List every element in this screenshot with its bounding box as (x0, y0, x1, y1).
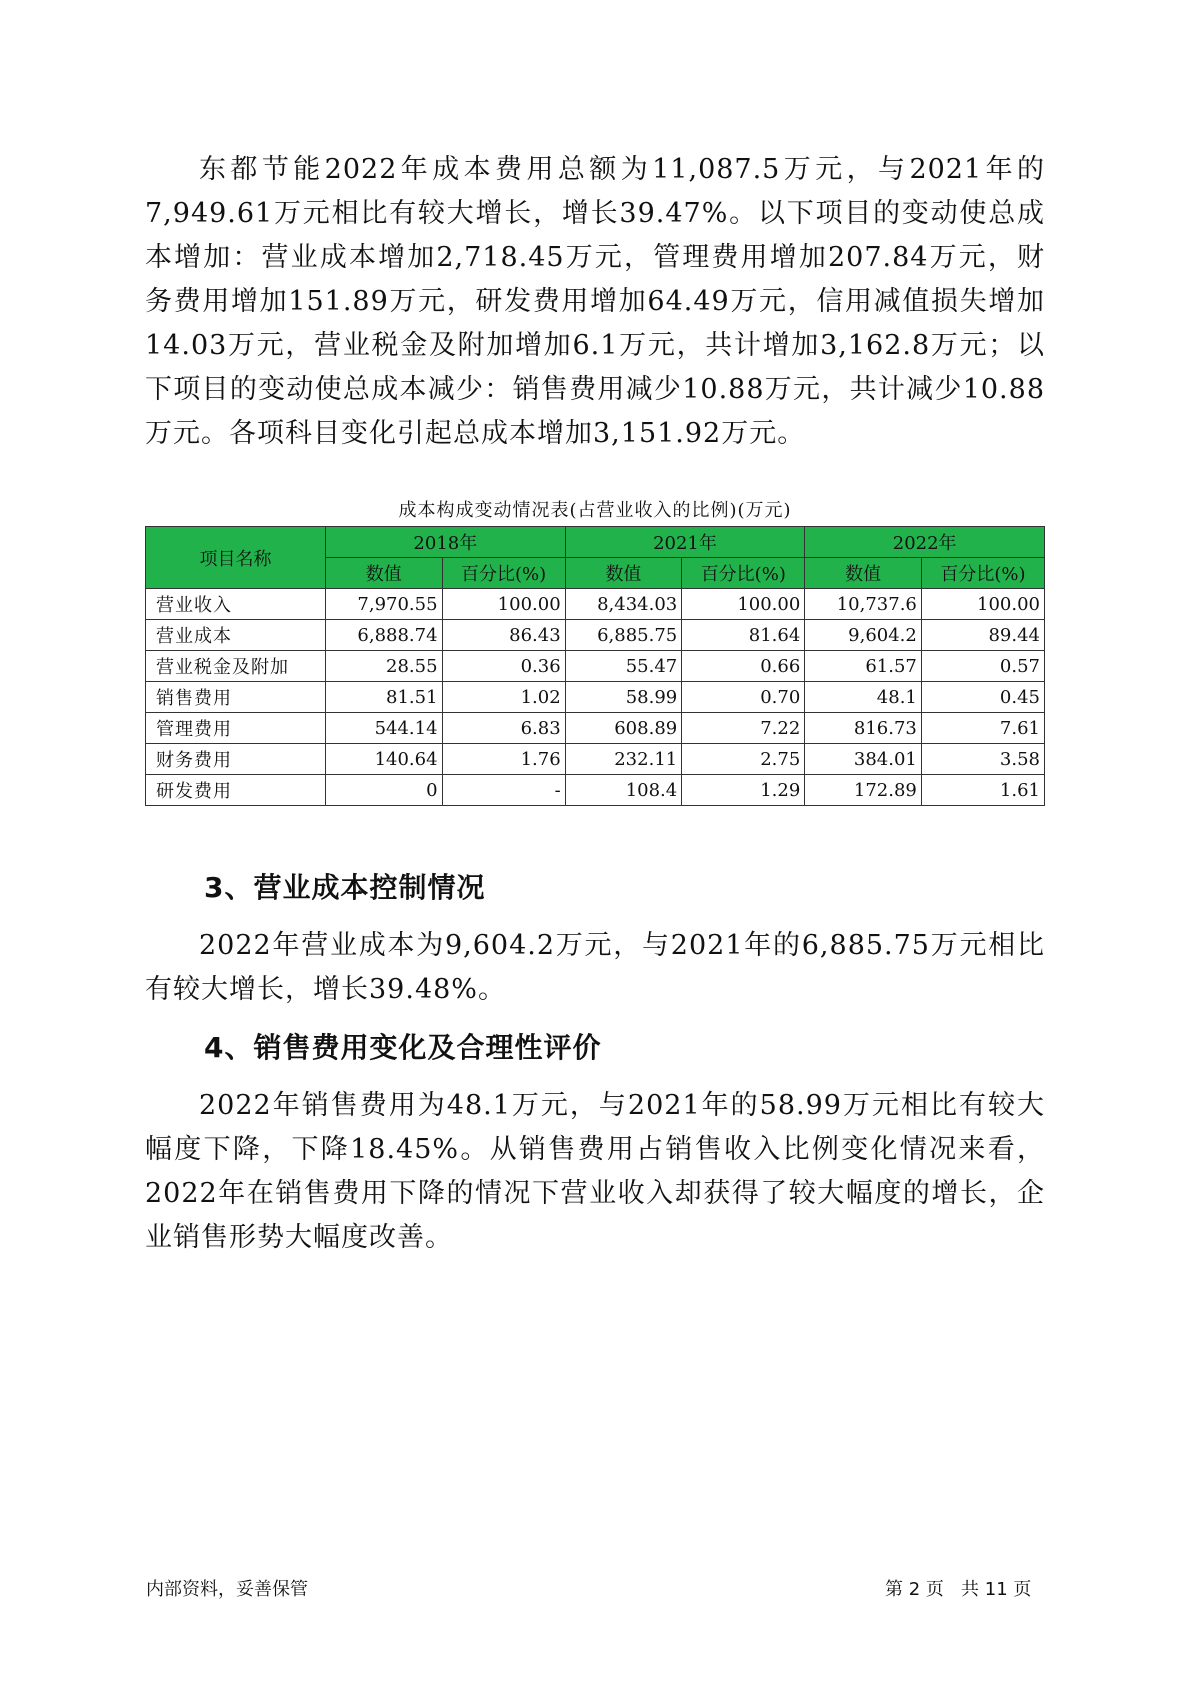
percent-cell: 1.61 (921, 775, 1044, 806)
percent-cell: 1.29 (682, 775, 805, 806)
value-cell: 7,970.55 (326, 589, 443, 620)
value-cell: 544.14 (326, 713, 443, 744)
value-cell: 232.11 (565, 744, 682, 775)
value-cell: 6,885.75 (565, 620, 682, 651)
row-label: 营业成本 (146, 620, 326, 651)
percent-cell: 100.00 (442, 589, 565, 620)
column-header-year: 2018年 (326, 527, 566, 558)
value-cell: 816.73 (805, 713, 922, 744)
cost-structure-table (145, 526, 1045, 806)
value-cell: 172.89 (805, 775, 922, 806)
table-header-row (146, 527, 1045, 558)
column-header-percent: 百分比(%) (442, 558, 565, 589)
value-cell: 61.57 (805, 651, 922, 682)
percent-cell: 0.57 (921, 651, 1044, 682)
value-cell: 28.55 (326, 651, 443, 682)
table-caption: 成本构成变动情况表(占营业收入的比例)(万元) (398, 500, 792, 521)
percent-cell: 86.43 (442, 620, 565, 651)
section-heading-operating-cost: 3、营业成本控制情况 (204, 871, 486, 904)
paragraph-cost-summary: 东都节能2022年成本费用总额为11,087.5万元，与2021年的7,949.61万元相比有较大增长，增长39.47%。以下项目的变动使总成本增加：营业成本增加2,718.45万元，管理费用增加207.84万元，财务费用增加151.89万元，研发费用增加64.49万元，信用减值损失增加14.03万元，营业税金及附加增加6.1万元，共计增加3,162.8万元；以下项目的变动使总成本减少：销售费用减少10.88万元，共计减少10.88万元。各项科目变化引起总成本增加3,151.92万元。 (145, 154, 1045, 449)
table-row (146, 682, 1045, 713)
row-label: 管理费用 (146, 713, 326, 744)
section-heading-sales-expense: 4、销售费用变化及合理性评价 (204, 1031, 602, 1064)
row-label: 财务费用 (146, 744, 326, 775)
value-cell: 55.47 (565, 651, 682, 682)
column-header-value: 数值 (805, 558, 922, 589)
value-cell: 6,888.74 (326, 620, 443, 651)
percent-cell: 100.00 (682, 589, 805, 620)
row-label: 营业收入 (146, 589, 326, 620)
column-header-value: 数值 (565, 558, 682, 589)
column-header-value: 数值 (326, 558, 443, 589)
column-header-item-name: 项目名称 (146, 527, 326, 589)
value-cell: 384.01 (805, 744, 922, 775)
value-cell: 8,434.03 (565, 589, 682, 620)
column-header-year: 2022年 (805, 527, 1045, 558)
value-cell: 140.64 (326, 744, 443, 775)
value-cell: 10,737.6 (805, 589, 922, 620)
table-row (146, 713, 1045, 744)
percent-cell: 89.44 (921, 620, 1044, 651)
table-body (146, 589, 1045, 806)
table-row (146, 620, 1045, 651)
row-label: 销售费用 (146, 682, 326, 713)
percent-cell: 6.83 (442, 713, 565, 744)
percent-cell: - (442, 775, 565, 806)
percent-cell: 100.00 (921, 589, 1044, 620)
column-header-percent: 百分比(%) (682, 558, 805, 589)
percent-cell: 1.02 (442, 682, 565, 713)
percent-cell: 2.75 (682, 744, 805, 775)
table-row (146, 775, 1045, 806)
percent-cell: 3.58 (921, 744, 1044, 775)
value-cell: 81.51 (326, 682, 443, 713)
value-cell: 0 (326, 775, 443, 806)
percent-cell: 1.76 (442, 744, 565, 775)
value-cell: 608.89 (565, 713, 682, 744)
table-row (146, 744, 1045, 775)
row-label: 营业税金及附加 (146, 651, 326, 682)
row-label: 研发费用 (146, 775, 326, 806)
footer-page-number: 第 2 页 共 11 页 (885, 1579, 1032, 1600)
percent-cell: 0.66 (682, 651, 805, 682)
percent-cell: 0.36 (442, 651, 565, 682)
percent-cell: 7.61 (921, 713, 1044, 744)
value-cell: 48.1 (805, 682, 922, 713)
value-cell: 9,604.2 (805, 620, 922, 651)
percent-cell: 0.45 (921, 682, 1044, 713)
table-row (146, 589, 1045, 620)
percent-cell: 81.64 (682, 620, 805, 651)
column-header-percent: 百分比(%) (921, 558, 1044, 589)
column-header-year: 2021年 (565, 527, 805, 558)
percent-cell: 7.22 (682, 713, 805, 744)
paragraph-sales-expense: 2022年销售费用为48.1万元，与2021年的58.99万元相比有较大幅度下降，下降18.45%。从销售费用占销售收入比例变化情况来看，2022年在销售费用下降的情况下营业收入却获得了较大幅度的增长，企业销售形势大幅度改善。 (145, 1090, 1045, 1253)
footer-confidential-note: 内部资料，妥善保管 (146, 1579, 308, 1600)
percent-cell: 0.70 (682, 682, 805, 713)
table-row (146, 651, 1045, 682)
value-cell: 58.99 (565, 682, 682, 713)
value-cell: 108.4 (565, 775, 682, 806)
paragraph-operating-cost: 2022年营业成本为9,604.2万元，与2021年的6,885.75万元相比有较大增长，增长39.48%。 (145, 930, 1045, 1005)
